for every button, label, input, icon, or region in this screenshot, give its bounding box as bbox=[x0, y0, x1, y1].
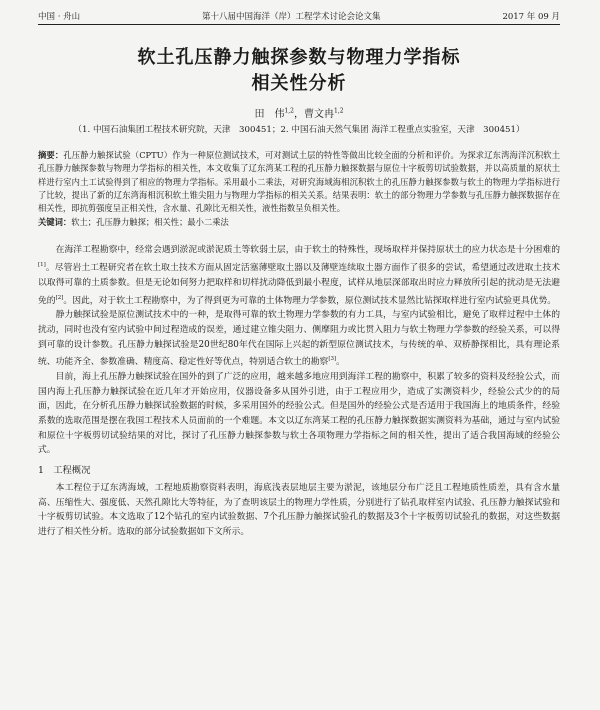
paragraph-1-part-b: 。尽管岩土工程研究者在软土取土技术方面从固定活塞薄壁取土器以及薄壁连续取土器方面作了很多的尝试，希望通过改进取土技术以取得可靠的土质参数。但是无论如何努力把取样和切样扰动降低到最小程度，试样从地层深部取出时应力释放所引起的扰动是无法避免的 bbox=[38, 263, 560, 306]
paragraph-2-part-b: 。 bbox=[336, 357, 345, 368]
abstract-label: 摘要： bbox=[38, 150, 64, 160]
paragraph-1-part-c: 。因此，对于软土工程勘察中，为了得到更为可靠的土体物理力学参数，原位测试技术显然比钻探取样进行室内试验更具优势。 bbox=[63, 295, 557, 306]
affiliation: （1. 中国石油集团工程技术研究院，天津 300451；2. 中国石油天然气集团 海洋工程重点实验室，天津 300451） bbox=[73, 125, 525, 135]
paper-title bbox=[38, 45, 560, 97]
author-1: 田 伟 bbox=[254, 109, 285, 120]
author-1-affiliation-mark: 1,2 bbox=[284, 107, 294, 115]
paragraph-4: 本工程位于辽东湾海域，工程地质勘察资料表明，海底浅表层地层主要为淤泥，该地层分布广泛且工程地质性质差，具有含水量高、压缩性大、强度低、天然孔隙比大等特征，为了查明该层土的物理力学性质，分别进行了钻孔取样室内试验、孔压静力触探试验和十字板剪切试验。本文选取了12个钻孔的室内试验数据、7个孔压静力触探试验孔的数据及3个十字板剪切试验孔的数据，对这些数据进行了相关性分析。选取的部分试验数据如下文所示。 bbox=[38, 482, 560, 537]
title-line-2: 相关性分析 bbox=[251, 73, 347, 94]
author-line bbox=[38, 105, 560, 120]
author-separator: ， bbox=[294, 109, 304, 120]
body-text bbox=[38, 243, 560, 539]
citation-2: [2] bbox=[55, 294, 64, 301]
header-proceedings: 第十八届中国海洋（岸）工程学术讨论会论文集 bbox=[202, 12, 381, 22]
citation-3: [3] bbox=[328, 356, 337, 363]
author-2: 曹文冉 bbox=[304, 109, 334, 120]
header-location: 中国 · 舟山 bbox=[38, 12, 81, 22]
abstract-text: 孔压静力触探试验（CPTU）作为一种原位测试技术，可对测试土层的特性等做出比较全面的分析和评价。为探求辽东湾海洋沉积软土孔压静力触探参数与物理力学指标的相关性，本文收集了辽东湾某工程的孔压静力触探数据与原位十字板剪切试验数据，并以高质量的原状土样进行室内土工试验得到了相应的物理力学指标。采用最小二乘法，对研究海域海相沉积软土的孔压静力触探参数与软土的物理力学指标进行了比较，提出了新的辽东湾海相沉积软土锥尖阻力与物理力学指标的相关关系。结果表明：软土的部分物理力学参数与孔压静力触探数据存在相关性，即抗剪强度呈正相关性，含水量、孔隙比无相关性，液性指数呈负相关性。 bbox=[38, 150, 560, 214]
paragraph-2 bbox=[38, 308, 560, 370]
paragraph-2-part-a: 静力触探试验是原位测试技术中的一种，是取得可靠的软土物理力学参数的有力工具，与室内试验相比，避免了取样过程中土体的扰动，同时也没有室内试验中间过程造成的误差，通过建立锥尖阻力、侧摩阻力或比贯入阻力与软土物理力学参数的经验关系，可以得到可靠的设计参数。孔压静力触探试验是20世纪80年代在国际上兴起的新型原位测试技术，与传统的单、双桥静探相比，具有理论系统、功能齐全、参数准确、精度高、稳定性好等优点，特别适合软土的勘察 bbox=[38, 310, 560, 368]
section-heading-1: 1 工程概况 bbox=[38, 465, 91, 477]
paragraph-1 bbox=[38, 243, 560, 308]
title-line-1: 软土孔压静力触探参数与物理力学指标 bbox=[137, 47, 461, 68]
paragraph-3: 目前，海上孔压静力触探试验在国外的到了广泛的应用，越来越多地应用到海洋工程的勘察中，积累了较多的资料及经验公式，而国内海上孔压静力触探试验在近几年才开始应用，仪器设备多从国外引进，由于工程应用少，造成了实测资料少，经验公式少的的局面，因此，在分析孔压静力触探试验数据的时候，多采用国外的经验公式。但是国外的经验公式是否适用于我国海上的地质条件，经验系数的选取范围是摆在我国工程技术人员面前的一个难题。本文以辽东湾某工程的孔压静力触探数据实测资料为基础，通过与室内试验和原位十字板剪切试验结果的对比，探讨了孔压静力触探参数与软土各项物理力学指标之间的相关性，提出了适合我国海域的经验公式。 bbox=[38, 371, 560, 456]
author-2-affiliation-mark: 1,2 bbox=[334, 107, 344, 115]
keywords bbox=[38, 216, 560, 229]
keywords-text: 软土；孔压静力触探；相关性；最小二乘法 bbox=[71, 217, 229, 228]
abstract bbox=[38, 149, 560, 215]
keywords-label: 关键词： bbox=[38, 217, 72, 228]
paragraph-1-part-a: 在海洋工程勘察中，经常会遇到淤泥或淤泥质土等软弱土层，由于软土的特殊性，现场取样并保持原状土的应力状态是十分困难的 bbox=[55, 245, 560, 256]
running-header bbox=[38, 0, 560, 25]
citation-1: [1] bbox=[38, 262, 46, 269]
header-date: 2017 年 09 月 bbox=[502, 12, 560, 22]
